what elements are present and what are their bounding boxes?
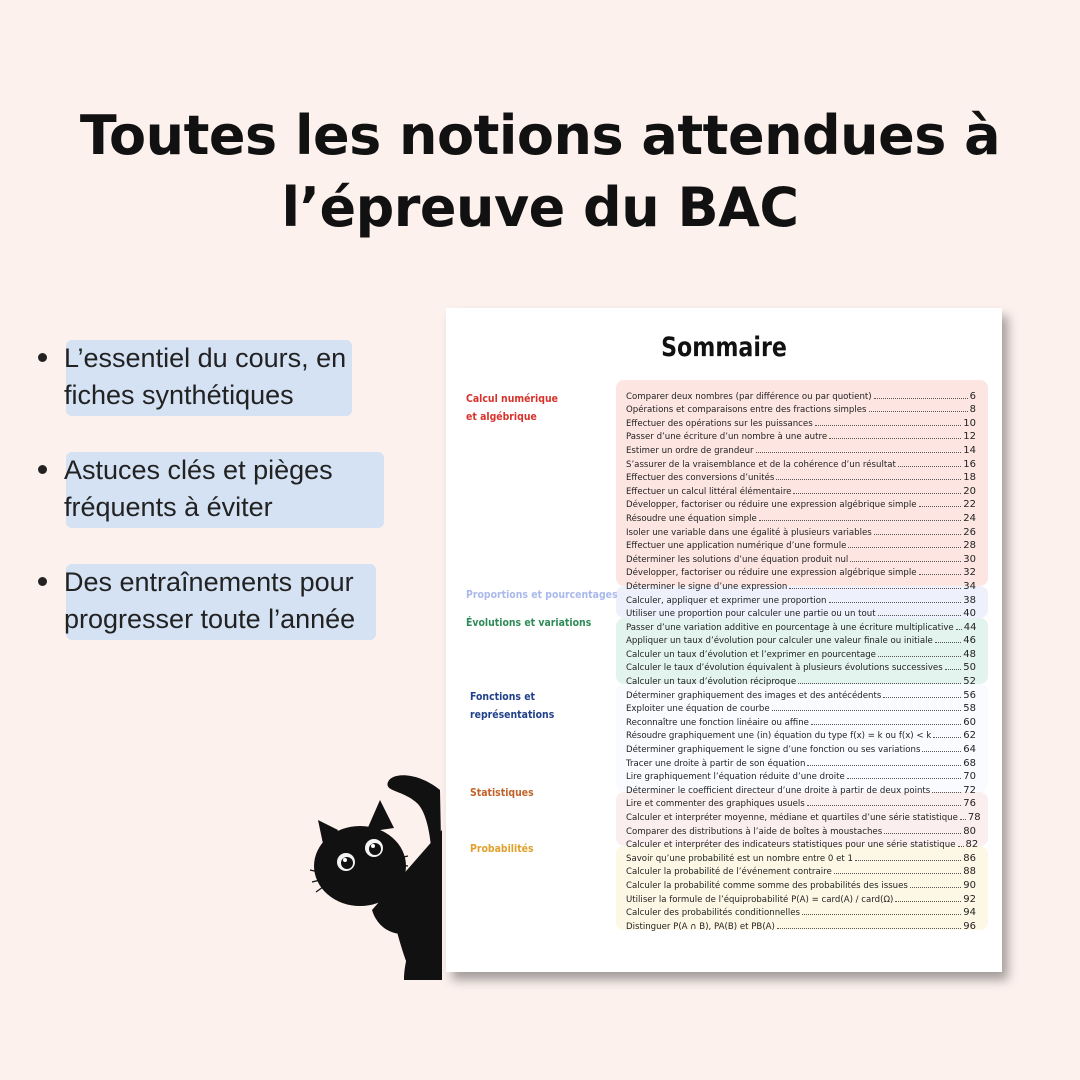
toc-leader-dots bbox=[798, 683, 961, 684]
black-cat-illustration bbox=[308, 770, 448, 980]
toc-entry bbox=[626, 741, 976, 755]
toc-leader-dots bbox=[847, 778, 962, 779]
toc-leader-dots bbox=[956, 629, 962, 630]
toc-entry-title: Effectuer des opérations sur les puissances bbox=[626, 418, 813, 429]
toc-entry-page: 96 bbox=[963, 920, 976, 932]
toc-entry-page: 52 bbox=[963, 676, 976, 688]
toc-entry bbox=[626, 673, 976, 687]
toc-entry bbox=[626, 592, 976, 606]
toc-entry-title: Comparer des distributions à l’aide de boîtes à moustaches bbox=[626, 826, 883, 837]
toc-entry-page: 56 bbox=[963, 689, 976, 701]
toc-entry-page: 18 bbox=[963, 472, 976, 484]
toc-entry-title: Déterminer le coefficient directeur d’une droite à partir de deux points bbox=[626, 785, 931, 796]
toc-entry-page: 32 bbox=[963, 567, 976, 579]
toc-entry-page: 30 bbox=[963, 553, 976, 565]
toc-entry bbox=[626, 850, 976, 864]
toc-entry-page: 24 bbox=[963, 512, 976, 524]
toc-entry-title: Déterminer graphiquement des images et des antécédents bbox=[626, 690, 882, 701]
toc-entry-title: Utiliser une proportion pour calculer une partie ou un tout bbox=[626, 609, 876, 620]
toc-entry-title: Savoir qu’une probabilité est un nombre entre 0 et 1 bbox=[626, 853, 853, 864]
toc-entry bbox=[626, 823, 976, 837]
toc-entry-page: 6 bbox=[969, 390, 976, 402]
toc-entry-page: 82 bbox=[965, 839, 979, 851]
toc-leader-dots bbox=[829, 602, 962, 603]
toc-leader-dots bbox=[919, 506, 962, 507]
toc-entry bbox=[626, 646, 976, 660]
headline-line-2: l’épreuve du BAC bbox=[281, 176, 799, 239]
toc-entry-page: 78 bbox=[967, 812, 981, 823]
feature-text-line-2: fiches synthétiques bbox=[64, 380, 294, 410]
toc-leader-dots bbox=[807, 805, 962, 806]
toc-leader-dots bbox=[759, 520, 961, 521]
toc-entry bbox=[626, 456, 976, 470]
toc-leader-dots bbox=[895, 901, 961, 902]
toc-entry bbox=[626, 470, 976, 484]
toc-leader-dots bbox=[793, 493, 961, 494]
toc-entry-title: Calculer un taux d’évolution et l’exprimer en pourcentage bbox=[626, 649, 876, 660]
section-label-calcul: Calcul numérique et algébrique bbox=[466, 392, 558, 423]
toc-entry-title: Comparer deux nombres (par différence ou par quotient) bbox=[626, 391, 872, 402]
bullet-dot-icon bbox=[38, 577, 47, 586]
toc-entry-page: 12 bbox=[963, 431, 976, 443]
toc-leader-dots bbox=[922, 751, 961, 752]
toc-entry-title: Tracer une droite à partir de son équation bbox=[626, 758, 806, 769]
toc-entry-page: 58 bbox=[963, 703, 976, 715]
toc-entry bbox=[626, 578, 976, 592]
toc-leader-dots bbox=[910, 887, 961, 888]
toc-entry bbox=[626, 864, 976, 878]
toc-leader-dots bbox=[933, 737, 961, 738]
toc-entry bbox=[626, 769, 976, 783]
toc-leader-dots bbox=[878, 656, 961, 657]
toc-entry bbox=[626, 524, 976, 538]
toc-leader-dots bbox=[883, 697, 961, 698]
toc-entry-title: Déterminer graphiquement le signe d’une fonction ou ses variations bbox=[626, 745, 921, 756]
toc-entry bbox=[626, 606, 976, 620]
toc-entry-title: Calculer et interpréter des indicateurs statistiques pour une série statistique bbox=[626, 840, 956, 851]
toc-entry bbox=[626, 442, 976, 456]
section-label-evolutions: Évolutions et variations bbox=[466, 616, 592, 629]
toc-entry-page: 20 bbox=[963, 485, 976, 497]
sommaire-page bbox=[446, 308, 1002, 972]
toc-leader-dots bbox=[898, 466, 961, 467]
toc-leader-dots bbox=[815, 425, 962, 426]
toc-leader-dots bbox=[834, 873, 962, 874]
toc-leader-dots bbox=[850, 561, 961, 562]
toc-leader-dots bbox=[777, 928, 961, 929]
feature-item bbox=[38, 564, 438, 638]
toc-entry-page: 90 bbox=[963, 879, 976, 891]
toc-entry bbox=[626, 714, 976, 728]
feature-text-line-2: fréquents à éviter bbox=[64, 492, 273, 522]
feature-item bbox=[38, 340, 438, 414]
toc-entry-page: 86 bbox=[963, 852, 976, 864]
toc-entry-page: 88 bbox=[963, 866, 976, 878]
toc-entry bbox=[626, 415, 976, 429]
feature-item bbox=[38, 452, 438, 526]
toc-entry-page: 70 bbox=[963, 771, 976, 783]
toc-entry-title: Estimer un ordre de grandeur bbox=[626, 445, 754, 456]
toc-entry bbox=[626, 565, 976, 579]
feature-text-line-2: progresser toute l’année bbox=[64, 604, 356, 634]
section-label-proportions: Proportions et pourcentages bbox=[466, 588, 618, 601]
toc-entry bbox=[626, 483, 976, 497]
toc-entry bbox=[626, 877, 976, 891]
toc-list bbox=[626, 388, 981, 932]
toc-entry bbox=[626, 809, 981, 823]
toc-entry-title: Calculer des probabilités conditionnelles bbox=[626, 908, 800, 919]
toc-entry-page: 44 bbox=[963, 621, 977, 633]
toc-entry-title: S’assurer de la vraisemblance et de la cohérence d’un résultat bbox=[626, 459, 896, 470]
toc-entry-title: Passer d’une écriture d’un nombre à une autre bbox=[626, 432, 828, 443]
toc-leader-dots bbox=[919, 574, 962, 575]
toc-entry-page: 10 bbox=[963, 417, 976, 429]
toc-entry bbox=[626, 837, 979, 851]
toc-entry-page: 94 bbox=[963, 907, 976, 919]
toc-entry bbox=[626, 633, 976, 647]
toc-entry-title: Lire graphiquement l’équation réduite d’une droite bbox=[626, 772, 845, 783]
toc-entry-title: Opérations et comparaisons entre des fractions simples bbox=[626, 405, 867, 416]
toc-entry-title: Reconnaître une fonction linéaire ou affine bbox=[626, 717, 809, 728]
toc-entry-page: 40 bbox=[963, 608, 976, 620]
toc-entry bbox=[626, 619, 976, 633]
toc-entry-title: Calculer le taux d’évolution équivalent à plusieurs évolutions successives bbox=[626, 663, 943, 674]
toc-entry-page: 8 bbox=[969, 404, 976, 416]
toc-entry-page: 14 bbox=[963, 444, 976, 456]
feature-text-line-1: Des entraînements pour bbox=[64, 567, 354, 597]
toc-entry-title: Calculer un taux d’évolution réciproque bbox=[626, 677, 797, 688]
bullet-dot-icon bbox=[38, 353, 47, 362]
toc-entry-title: Développer, factoriser ou réduire une expression algébrique simple bbox=[626, 500, 917, 511]
toc-entry-page: 38 bbox=[963, 594, 976, 606]
toc-entry bbox=[626, 538, 976, 552]
toc-leader-dots bbox=[878, 615, 962, 616]
toc-entry-title: Lire et commenter des graphiques usuels bbox=[626, 799, 805, 810]
toc-entry-page: 60 bbox=[963, 716, 976, 728]
bullet-dot-icon bbox=[38, 465, 47, 474]
toc-entry bbox=[626, 918, 976, 932]
toc-entry bbox=[626, 551, 976, 565]
feature-text-line-1: Astuces clés et pièges bbox=[64, 455, 333, 485]
toc-entry bbox=[626, 402, 976, 416]
toc-entry bbox=[626, 755, 976, 769]
toc-entry-page: 76 bbox=[963, 798, 976, 810]
toc-entry-page: 50 bbox=[963, 662, 976, 674]
toc-entry-title: Développer, factoriser ou réduire une expression algébrique simple bbox=[626, 568, 917, 579]
toc-entry-title: Calculer la probabilité comme somme des probabilités des issues bbox=[626, 880, 908, 891]
toc-leader-dots bbox=[874, 534, 962, 535]
toc-leader-dots bbox=[855, 860, 961, 861]
toc-entry bbox=[626, 728, 976, 742]
toc-leader-dots bbox=[789, 588, 961, 589]
toc-leader-dots bbox=[869, 411, 968, 412]
headline-line-1: Toutes les notions attendues à bbox=[79, 104, 1001, 167]
toc-entry-page: 68 bbox=[963, 757, 976, 769]
toc-entry-page: 16 bbox=[963, 458, 976, 470]
headline bbox=[0, 100, 1080, 244]
toc-entry-page: 62 bbox=[963, 730, 976, 742]
toc-leader-dots bbox=[772, 710, 962, 711]
toc-entry-title: Effectuer un calcul littéral élémentaire bbox=[626, 486, 792, 497]
toc-leader-dots bbox=[874, 398, 968, 399]
toc-entry bbox=[626, 782, 976, 796]
sommaire-title: Sommaire bbox=[661, 332, 787, 363]
toc-entry bbox=[626, 660, 976, 674]
toc-leader-dots bbox=[829, 438, 961, 439]
toc-leader-dots bbox=[811, 724, 961, 725]
toc-leader-dots bbox=[958, 846, 964, 847]
toc-entry-page: 22 bbox=[963, 499, 976, 511]
toc-entry-title: Exploiter une équation de courbe bbox=[626, 704, 770, 715]
toc-entry-page: 26 bbox=[963, 526, 976, 538]
toc-entry bbox=[626, 497, 976, 511]
toc-entry bbox=[626, 388, 976, 402]
toc-entry-title: Résoudre une équation simple bbox=[626, 513, 757, 524]
toc-entry-title: Résoudre graphiquement une (in) équation du type f(x) = k ou f(x) < k bbox=[626, 731, 932, 742]
toc-entry-page: 80 bbox=[963, 825, 976, 837]
toc-entry-page: 64 bbox=[963, 744, 976, 756]
toc-leader-dots bbox=[935, 642, 961, 643]
toc-entry bbox=[626, 905, 976, 919]
toc-entry-page: 46 bbox=[963, 635, 976, 647]
toc-entry bbox=[626, 701, 976, 715]
toc-entry-title: Calculer, appliquer et exprimer une proportion bbox=[626, 595, 827, 606]
section-label-fonctions: Fonctions et représentations bbox=[470, 690, 555, 721]
section-label-probabilites: Probabilités bbox=[470, 842, 534, 855]
toc-entry-title: Distinguer P(A ∩ B), PA(B) et PB(A) bbox=[626, 921, 775, 932]
toc-leader-dots bbox=[932, 792, 961, 793]
toc-entry bbox=[626, 796, 976, 810]
toc-leader-dots bbox=[756, 452, 962, 453]
toc-entry bbox=[626, 429, 976, 443]
toc-leader-dots bbox=[945, 669, 962, 670]
toc-entry-title: Déterminer les solutions d’une équation produit nul bbox=[626, 554, 849, 565]
toc-entry-title: Appliquer un taux d’évolution pour calculer une valeur finale ou initiale bbox=[626, 636, 933, 647]
toc-entry-title: Calculer et interpréter moyenne, médiane et quartiles d’une série statistique bbox=[626, 813, 958, 823]
toc-entry-page: 92 bbox=[963, 893, 976, 905]
toc-leader-dots bbox=[884, 833, 961, 834]
toc-entry-title: Effectuer une application numérique d’une formule bbox=[626, 541, 847, 552]
toc-entry-title: Utiliser la formule de l’équiprobabilité P(A) = card(A) / card(Ω) bbox=[626, 894, 894, 905]
toc-leader-dots bbox=[960, 819, 966, 820]
feature-text-line-1: L’essentiel du cours, en bbox=[64, 343, 347, 373]
toc-entry bbox=[626, 687, 976, 701]
section-label-statistiques: Statistiques bbox=[470, 786, 534, 799]
toc-leader-dots bbox=[802, 914, 961, 915]
toc-entry-title: Isoler une variable dans une égalité à plusieurs variables bbox=[626, 527, 872, 538]
toc-leader-dots bbox=[848, 547, 961, 548]
toc-entry bbox=[626, 891, 976, 905]
toc-entry-title: Effectuer des conversions d’unités bbox=[626, 473, 775, 484]
toc-entry-title: Calculer la probabilité de l’événement contraire bbox=[626, 867, 832, 878]
toc-entry-page: 72 bbox=[963, 784, 976, 796]
toc-entry-page: 28 bbox=[963, 540, 976, 552]
toc-leader-dots bbox=[776, 479, 961, 480]
feature-list bbox=[38, 340, 438, 676]
toc-entry bbox=[626, 510, 976, 524]
toc-entry-title: Passer d’une variation additive en pourcentage à une écriture multiplicative bbox=[626, 622, 954, 633]
toc-entry-page: 34 bbox=[963, 580, 976, 592]
toc-leader-dots bbox=[807, 765, 961, 766]
toc-entry-page: 48 bbox=[963, 648, 976, 660]
toc-entry-title: Déterminer le signe d’une expression bbox=[626, 581, 788, 592]
